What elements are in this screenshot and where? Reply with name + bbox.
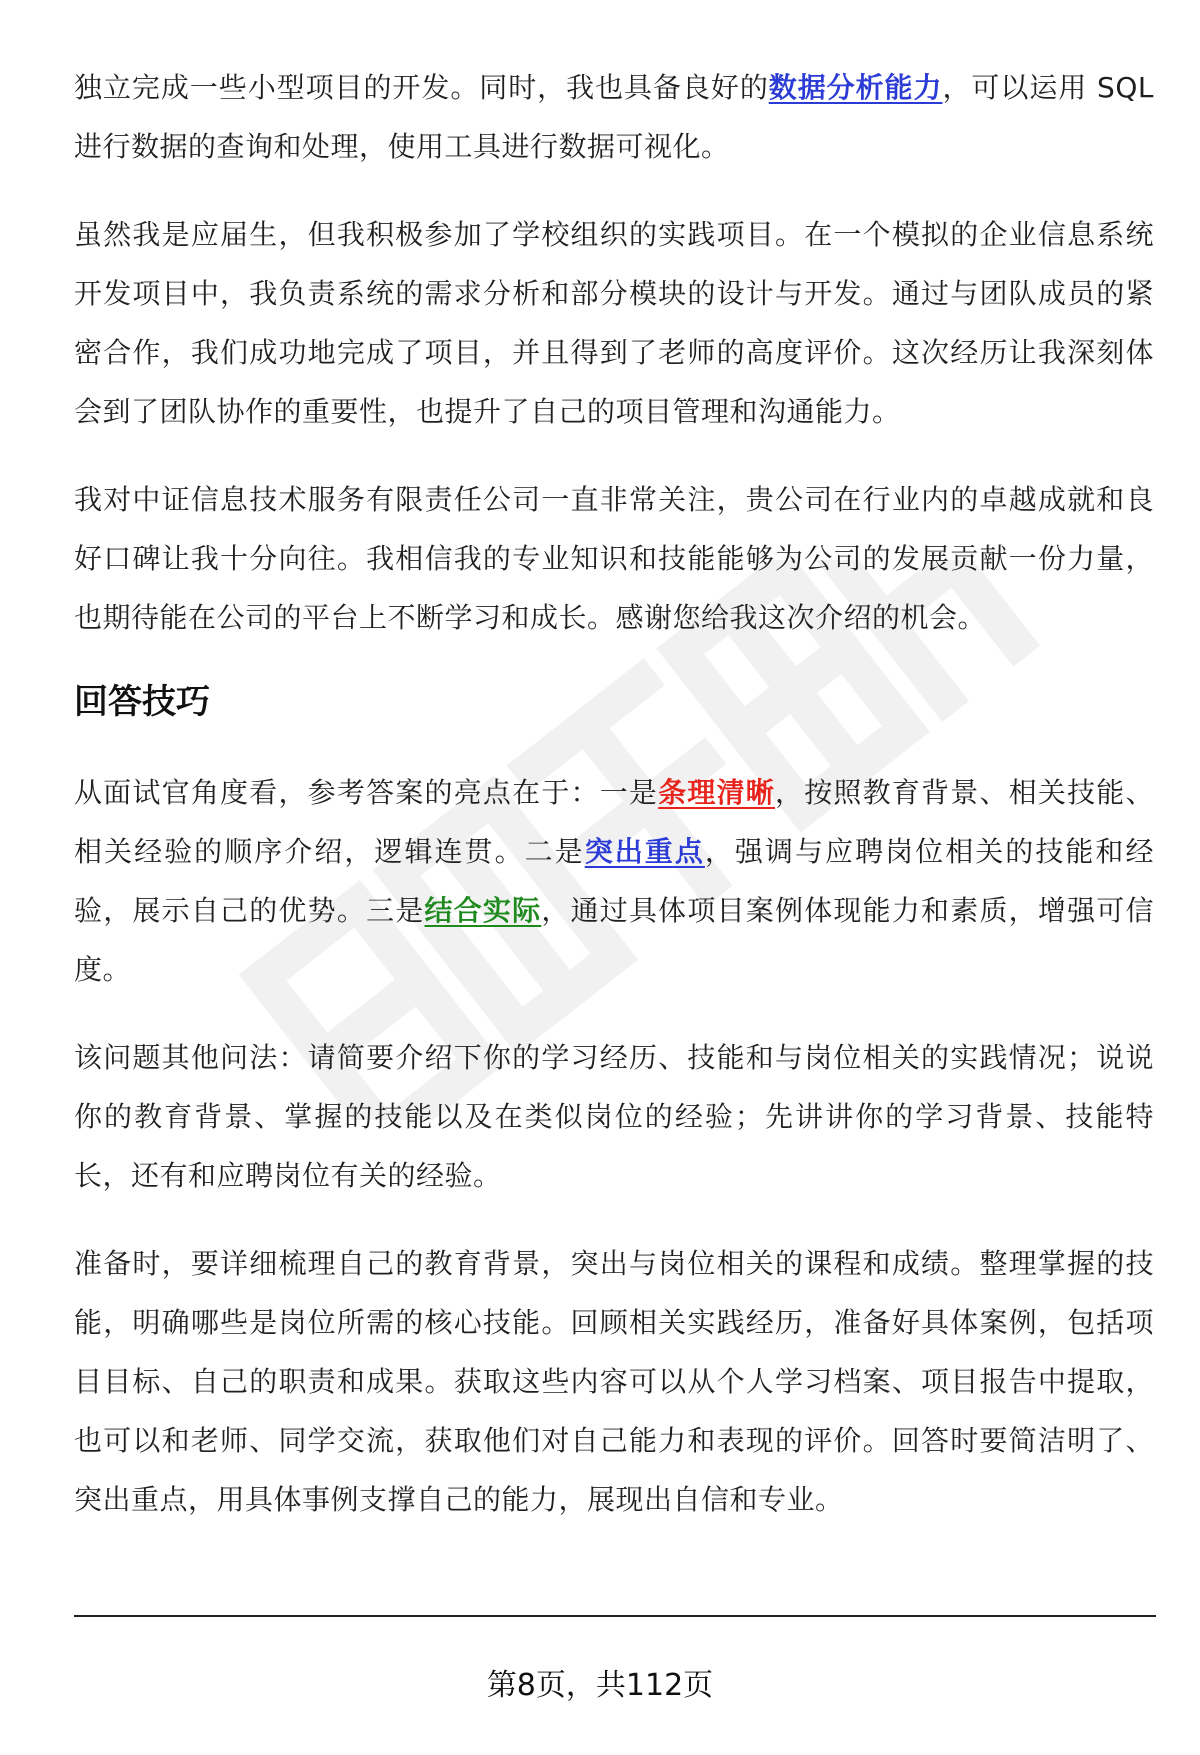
tips-text-4: ，通过具体项目案例体现能力和素质，增强可信度。 [74, 894, 1154, 986]
link-combine-practice[interactable]: 结合实际 [424, 894, 542, 927]
paragraph-skills-text-before: 独立完成一些小型项目的开发。同时，我也具备良好的 [74, 71, 769, 104]
tips-text-3: ，强调与应聘岗位相关的技能和经验，展示自己的优势。三是 [74, 835, 1154, 927]
paragraph-skills [74, 58, 1154, 176]
link-highlight-key-points[interactable]: 突出重点 [584, 835, 705, 868]
paragraph-experience: 虽然我是应届生，但我积极参加了学校组织的实践项目。在一个模拟的企业信息系统开发项目中，我负责系统的需求分析和部分模块的设计与开发。通过与团队成员的紧密合作，我们成功地完成了项目，并且得到了老师的高度评价。这次经历让我深刻体会到了团队协作的重要性，也提升了自己的项目管理和沟通能力。 [74, 218, 1154, 428]
link-clear-structure[interactable]: 条理清晰 [658, 776, 775, 809]
footer-divider [74, 1615, 1156, 1617]
document-body [74, 58, 1154, 1558]
paragraph-alternative-questions: 该问题其他问法：请简要介绍下你的学习经历、技能和与岗位相关的实践情况；说说你的教育背景、掌握的技能以及在类似岗位的经验；先讲讲你的学习背景、技能特长，还有和应聘岗位有关的经验。 [74, 1041, 1154, 1192]
tips-text-2: ，按照教育背景、相关技能、相关经验的顺序介绍，逻辑连贯。二是 [74, 776, 1154, 868]
section-title-answer-tips: 回答技巧 [74, 682, 210, 722]
tips-text-1: 从面试官角度看，参考答案的亮点在于：一是 [74, 776, 659, 809]
paragraph-tips-highlights [74, 763, 1154, 999]
link-data-analysis[interactable]: 数据分析能力 [768, 71, 943, 104]
paragraph-company-interest: 我对中证信息技术服务有限责任公司一直非常关注，贵公司在行业内的卓越成就和良好口碑让我十分向往。我相信我的专业知识和技能能够为公司的发展贡献一份力量，也期待能在公司的平台上不断学习和成长。感谢您给我这次介绍的机会。 [74, 483, 1154, 634]
page-number: 第8页，共112页 [486, 1668, 714, 1703]
paragraph-skills-text-after: ，可以运用 SQL 进行数据的查询和处理，使用工具进行数据可视化。 [74, 71, 1154, 163]
paragraph-preparation: 准备时，要详细梳理自己的教育背景，突出与岗位相关的课程和成绩。整理掌握的技能，明确哪些是岗位所需的核心技能。回顾相关实践经历，准备好具体案例，包括项目目标、自己的职责和成果。获取这些内容可以从个人学习档案、项目报告中提取，也可以和老师、同学交流，获取他们对自己能力和表现的评价。回答时要简洁明了、突出重点，用具体事例支撑自己的能力，展现出自信和专业。 [74, 1247, 1154, 1516]
